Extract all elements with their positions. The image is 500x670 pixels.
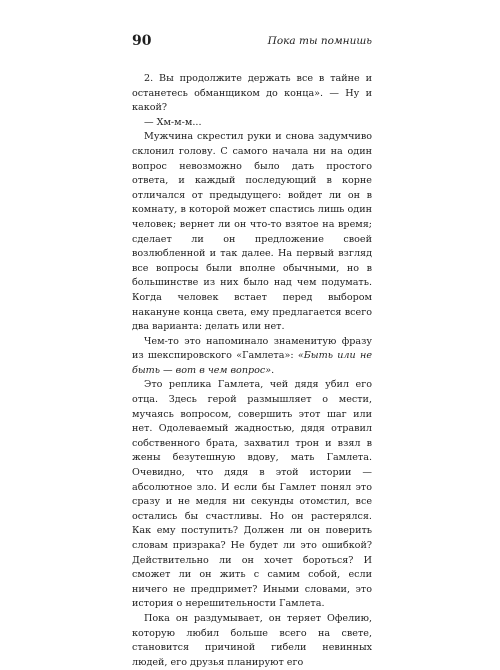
paragraph: 2. Вы продолжите держать все в тайне и останетесь обманщиком до конца». — Ну и какой? bbox=[132, 73, 372, 114]
hamlet-quote: «Быть или не быть — вот в чем вопрос». bbox=[132, 350, 372, 376]
paragraph-text: Чем-то это напоминало знаменитую фразу из шекспировского «Гамлета»: bbox=[132, 335, 372, 362]
paragraph bbox=[132, 335, 372, 379]
running-head: Пока ты помнишь bbox=[267, 35, 372, 47]
paragraph: Это реплика Гамлета, чей дядя убил его отца. Здесь герой размышляет о мести, мучаясь вопросом, совершить этот шаг или нет. Одолеваемый жадностью, дядя отравил собственного брата, захватил трон и взял в жены безутешную вдову, мать Гамлета. Очевидно, что дядя в этой истории — абсолютное зло. И если бы Гамлет понял это сразу и не медля ни секунды отомстил, все остались бы счастливы. Но он растерялся. Как ему поступить? Должен ли он поверить словам призрака? Не будет ли это ошибкой? Действительно ли он хочет бороться? И сможет ли он жить с самим собой, если ничего не предпримет? Иными словами, это история о нерешительности Гамлета. bbox=[132, 379, 372, 610]
page-number: 90 bbox=[132, 33, 152, 49]
page-body bbox=[132, 72, 372, 670]
paragraph: — Хм-м-м... bbox=[144, 116, 202, 128]
page-header bbox=[132, 32, 372, 54]
paragraph: Пока он раздумывает, он теряет Офелию, которую любил больше всего на свете, становится причиной гибели невинных людей, его друзья планируют его bbox=[132, 612, 372, 668]
paragraph: Мужчина скрестил руки и снова задумчиво склонил голову. С самого начала ни на один вопрос невозможно было дать простого ответа, и каждый последующий в корне отличался от предыдущего: войдет ли он в комнату, в которой может спастись лишь один человек; вернет ли он что-то взятое на время; сделает ли он предложение своей возлюбленной и так далее. На первый взгляд все вопросы были вполне обычными, но в большинстве из них было над чем подумать. Когда человек встает перед выбором накануне конца света, ему предлагается всего два варианта: делать или нет. bbox=[132, 131, 372, 333]
